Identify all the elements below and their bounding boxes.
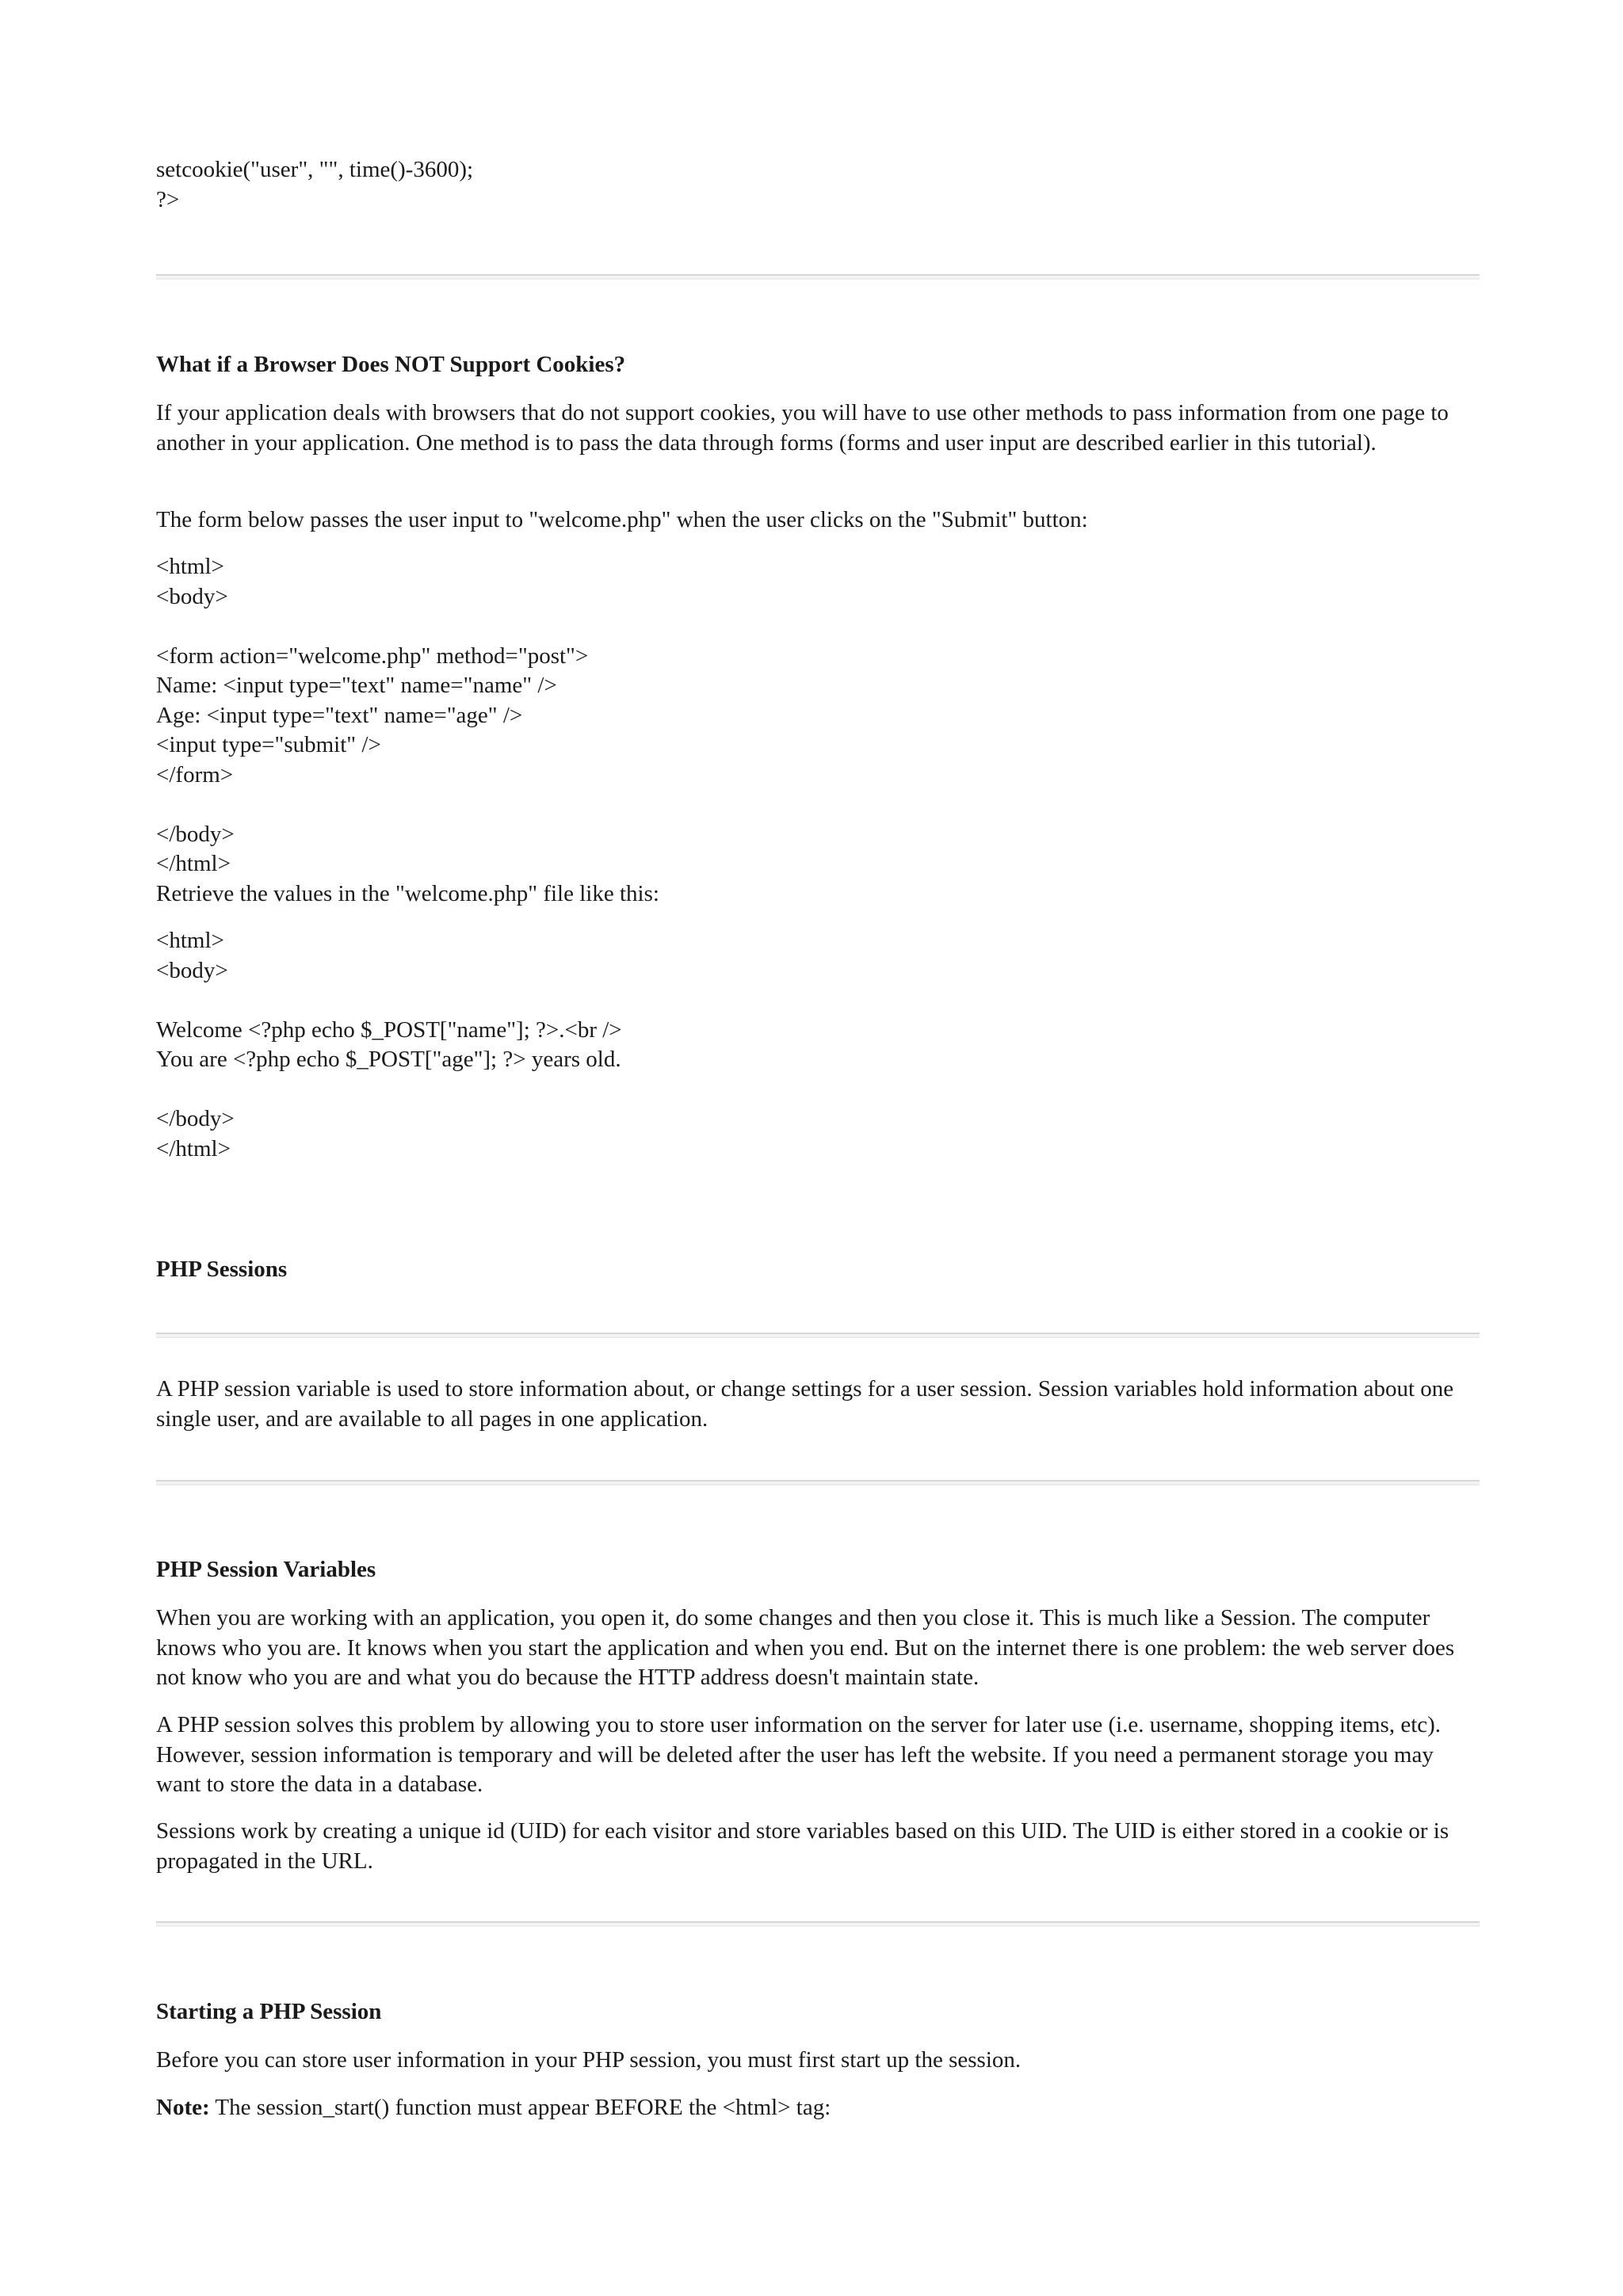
paragraph: A PHP session solves this problem by allowing you to store user information on the server for later use (i.e. username, shopping items, etc). However, session information is temporary and will be deleted after the user has left the website. If you need a permanent storage you may want to store the data in a database. <box>156 1712 1442 1797</box>
note-text: The session_start() function must appear BEFORE the <html> tag: <box>209 2095 831 2120</box>
section-heading: Starting a PHP Session <box>156 1999 382 2024</box>
code-line: <html> <box>156 928 224 953</box>
code-line: <body> <box>156 957 228 983</box>
code-line: </form> <box>156 761 234 788</box>
horizontal-rule <box>156 1333 1480 1338</box>
code-block-setcookie <box>156 155 1480 215</box>
code-block-welcome <box>156 926 1480 1164</box>
section-heading: PHP Session Variables <box>156 1557 376 1582</box>
paragraph: Retrieve the values in the "welcome.php" file like this: <box>156 881 659 906</box>
code-line <box>156 790 1480 820</box>
code-line: </body> <box>156 821 235 847</box>
code-line: Name: <input type="text" name="name" /> <box>156 673 557 698</box>
note-paragraph <box>156 2093 1480 2123</box>
paragraph: Sessions work by creating a unique id (UID) for each visitor and store variables based on this UID. The UID is either stored in a cookie or is propagated in the URL. <box>156 1818 1449 1874</box>
horizontal-rule <box>156 1921 1480 1927</box>
horizontal-rule <box>156 1480 1480 1486</box>
code-line: <form action="welcome.php" method="post"> <box>156 643 589 669</box>
paragraph: The form below passes the user input to "welcome.php" when the user clicks on the "Submit" button: <box>156 507 1088 532</box>
horizontal-rule <box>156 274 1480 280</box>
section-heading: What if a Browser Does NOT Support Cookies? <box>156 352 626 377</box>
code-line: Welcome <?php echo $_POST["name"]; ?>.<br /> <box>156 1016 622 1043</box>
code-line: setcookie("user", "", time()-3600); <box>156 157 474 182</box>
code-line: </html> <box>156 851 231 876</box>
paragraph: A PHP session variable is used to store information about, or change settings for a user session. Session variables hold information about one single user, and are available to all pages in one application. <box>156 1376 1454 1432</box>
code-line: <html> <box>156 554 224 579</box>
code-line: </html> <box>156 1135 231 1161</box>
code-line: <body> <box>156 583 228 609</box>
paragraph: When you are working with an application, you open it, do some changes and then you close it. This is much like a Session. The computer knows who you are. It knows when you start the application and when you end. But on the internet there is one problem: the web server does not know who you are and what you do because the HTTP address doesn't maintain state. <box>156 1605 1455 1690</box>
section-heading: PHP Sessions <box>156 1257 288 1282</box>
code-line <box>156 986 1480 1016</box>
code-line <box>156 612 1480 642</box>
code-block-form <box>156 552 1480 879</box>
paragraph: Before you can store user information in your PHP session, you must first start up the session. <box>156 2047 1022 2073</box>
code-line: <input type="submit" /> <box>156 732 381 757</box>
code-line: Age: <input type="text" name="age" /> <box>156 702 523 728</box>
paragraph: If your application deals with browsers that do not support cookies, you will have to use other methods to pass information from one page to another in your application. One method is to pass the data through forms (forms and user input are described earlier in this tutorial). <box>156 400 1449 456</box>
note-label: Note: <box>156 2095 210 2120</box>
code-line: You are <?php echo $_POST["age"]; ?> years old. <box>156 1047 621 1072</box>
code-line: </body> <box>156 1106 235 1131</box>
code-line: ?> <box>156 186 180 212</box>
code-line <box>156 1075 1480 1105</box>
